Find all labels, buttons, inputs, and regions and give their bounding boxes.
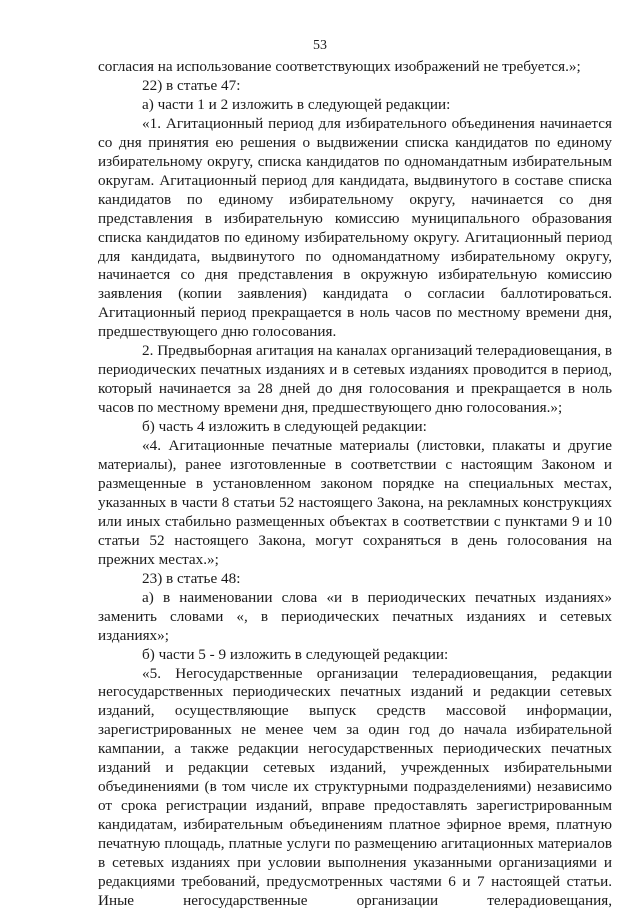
paragraph: «5. Негосударственные организации телерадиовещания, редакции негосударственных периодических печатных изданий и редакции сетевых изданий, осуществляющие выпуск средств массовой информации, зарегистрированных не менее чем за один год до начала избирательной кампании, а также редакции негосударственных периодических печатных изданий и редакции сетевых изданий, учрежденных избирательными объединениями (в том числе их структурными подразделениями) независимо от срока регистрации изданий, вправе предоставлять зарегистрированным кандидатам, избирательным объединениям платное эфирное время, платную печатную площадь, платные услуги по размещению агитационных материалов в сетевых изданиях при условии выполнения указанными организациями и редакциями требований, предусмотренных частями 6 и 7 настоящей статьи. Иные негосударственные организации телерадиовещания, <box>98 664 612 909</box>
paragraph: а) части 1 и 2 изложить в следующей редакции: <box>142 95 451 113</box>
paragraph: б) части 5 - 9 изложить в следующей редакции: <box>142 645 449 663</box>
paragraph: 2. Предвыборная агитация на каналах организаций телерадиовещания, в периодических печатных изданиях и в сетевых изданиях проводится в период, который начинается за 28 дней до дня голосования и прекращается в ноль часов по местному времени дня, предшествующего дню голосования.»; <box>98 342 613 417</box>
document-body <box>98 58 612 911</box>
paragraph: «1. Агитационный период для избирательного объединения начинается со дня принятия ею решения о выдвижении списка кандидатов по единому избирательному округу, списка кандидатов по одномандатным избирательным округам. Агитационный период для кандидата, выдвинутого в составе списка кандидатов по единому избирательному округу, начинается со дня представления в избирательную комиссию муниципального образования списка кандидатов по единому избирательному округу. Агитационный период для кандидата, выдвинутого по одномандатному избирательному округу, начинается со дня представления в окружную избирательную комиссию заявления (копии заявления) кандидата о согласии баллотироваться. Агитационный период прекращается в ноль часов по местному времени дня, предшествующего дню голосования. <box>98 114 612 341</box>
paragraph: а) в наименовании слова «и в периодических печатных изданиях» заменить словами «, в периодических печатных изданиях и сетевых изданиях»; <box>98 588 612 644</box>
paragraph: 22) в статье 47: <box>142 76 241 94</box>
paragraph: согласия на использование соответствующих изображений не требуется.»; <box>98 58 581 75</box>
paragraph: 23) в статье 48: <box>142 569 241 587</box>
page-number: 53 <box>313 38 327 53</box>
paragraph: б) часть 4 изложить в следующей редакции: <box>142 418 427 436</box>
paragraph: «4. Агитационные печатные материалы (листовки, плакаты и другие материалы), ранее изготовленные в соответствии с настоящим Законом и размещенные в установленном законом порядке на специальных местах, указанных в части 8 статьи 52 настоящего Закона, на рекламных конструкциях или иных стабильно размещенных объектах в соответствии с пунктами 9 и 10 статьи 52 настоящего Закона, могут сохраняться в день голосования на прежних местах.»; <box>98 437 612 568</box>
